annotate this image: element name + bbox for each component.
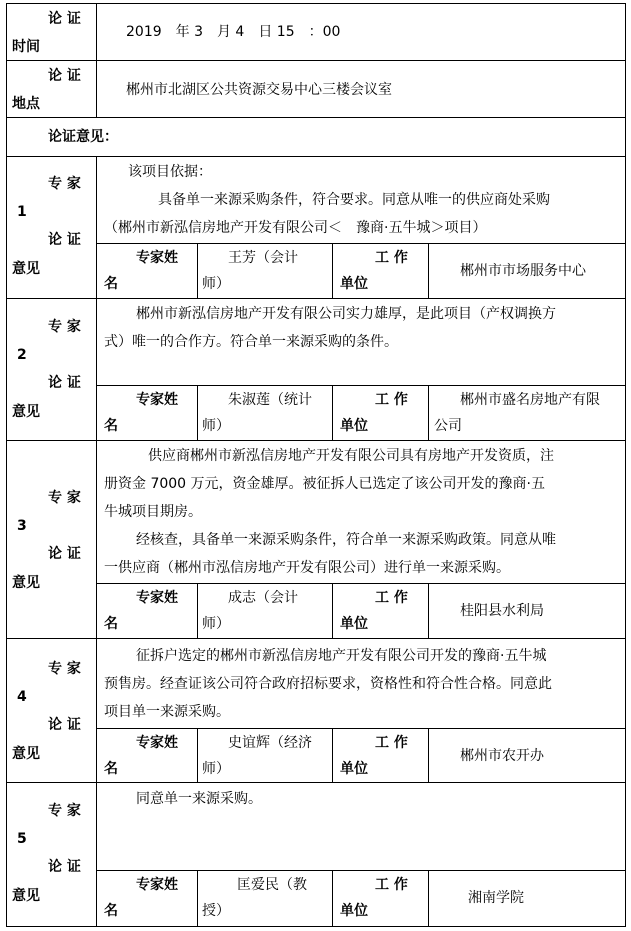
rule — [428, 243, 429, 299]
rule — [197, 583, 198, 639]
expert-4-num: 4 — [17, 689, 27, 705]
rule — [6, 638, 626, 639]
rule — [428, 728, 429, 783]
expert-3-num: 3 — [17, 518, 27, 534]
expert-1-label-line1: 专 家 — [48, 176, 81, 192]
expert-2-opinion-line1: 郴州市新泓信房地产开发有限公司实力雄厚，是此项目（产权调换方 — [136, 306, 556, 322]
expert-4-label-line3: 论 证 — [48, 717, 81, 733]
expert-1-label-line3: 论 证 — [48, 232, 81, 248]
place-value: 郴州市北湖区公共资源交易中心三楼会议室 — [126, 82, 392, 98]
expert-4-unit-label-line1: 工 作 — [375, 735, 408, 751]
expert-1-unit: 郴州市市场服务中心 — [460, 263, 586, 279]
expert-3-label-line4: 意见 — [12, 575, 40, 591]
expert-4-name-label-line2: 名 — [104, 761, 118, 777]
expert-1-unit-label-line1: 工 作 — [375, 250, 408, 266]
expert-1-name-line1: 王芳（会计 — [228, 250, 298, 266]
rule — [6, 117, 626, 118]
place-label-line2: 地点 — [12, 96, 40, 112]
rule — [428, 870, 429, 927]
expert-2-label-line1: 专 家 — [48, 319, 81, 335]
expert-4-opinion-line3: 项目单一来源采购。 — [104, 704, 230, 720]
rule — [6, 298, 626, 299]
expert-2-unit-line2: 公司 — [434, 418, 462, 434]
rule — [6, 926, 626, 927]
rule — [332, 870, 333, 927]
expert-2-num: 2 — [17, 347, 27, 363]
expert-3-label-line3: 论 证 — [48, 546, 81, 562]
expert-2-name-label-line1: 专家姓 — [136, 392, 178, 408]
expert-1-name-label-line1: 专家姓 — [136, 250, 178, 266]
expert-3-unit-label-line2: 单位 — [340, 616, 368, 632]
expert-5-name-line1: 匡爱民（教 — [237, 877, 307, 893]
time-value: 2019 年 3 月 4 日 15 ：00 — [126, 24, 341, 40]
expert-4-name-line2: 师） — [202, 761, 230, 777]
expert-2-unit-line1: 郴州市盛名房地产有限 — [460, 392, 600, 408]
expert-1-name-label-line2: 名 — [104, 276, 118, 292]
expert-4-opinion-line2: 预售房。经查证该公司符合政府招标要求，资格性和符合性合格。同意此 — [104, 676, 552, 692]
rule — [332, 583, 333, 639]
rule — [625, 3, 626, 927]
expert-4-label-line1: 专 家 — [48, 661, 81, 677]
rule — [197, 243, 198, 299]
expert-1-opinion-line3: （郴州市新泓信房地产开发有限公司＜ 豫商·五牛城＞项目） — [104, 220, 487, 236]
expert-4-unit: 郴州市农开办 — [460, 748, 544, 764]
expert-3-opinion-line2: 册资金 7000 万元，资金雄厚。被征拆人已选定了该公司开发的豫商·五 — [104, 476, 545, 492]
expert-2-unit-label-line1: 工 作 — [375, 392, 408, 408]
expert-3-name-label-line1: 专家姓 — [136, 590, 178, 606]
expert-3-opinion-line3: 牛城项目期房。 — [104, 504, 202, 520]
expert-3-unit-label-line1: 工 作 — [375, 590, 408, 606]
expert-5-num: 5 — [17, 831, 27, 847]
expert-5-opinion-line1: 同意单一来源采购。 — [136, 791, 262, 807]
place-label-line1: 论 证 — [48, 68, 81, 84]
expert-4-opinion-line1: 征拆户选定的郴州市新泓信房地产开发有限公司开发的豫商·五牛城 — [136, 648, 547, 664]
rule — [428, 583, 429, 639]
expert-5-unit: 湘南学院 — [468, 890, 524, 906]
expert-5-name-label-line2: 名 — [104, 903, 118, 919]
expert-4-name-label-line1: 专家姓 — [136, 735, 178, 751]
expert-1-name-line2: 师） — [202, 276, 230, 292]
rule — [6, 3, 7, 927]
expert-3-opinion-line4: 经核查，具备单一来源采购条件，符合单一来源采购政策。同意从唯 — [136, 532, 556, 548]
rule — [332, 385, 333, 441]
expert-5-label-line1: 专 家 — [48, 803, 81, 819]
time-label-line1: 论 证 — [48, 11, 81, 27]
rule — [197, 870, 198, 927]
expert-5-label-line3: 论 证 — [48, 859, 81, 875]
expert-1-label-line4: 意见 — [12, 261, 40, 277]
expert-4-name-line1: 史谊辉（经济 — [228, 735, 312, 751]
expert-3-opinion-line1: 供应商郴州市新泓信房地产开发有限公司具有房地产开发资质，注 — [148, 448, 554, 464]
expert-5-label-line4: 意见 — [12, 888, 40, 904]
expert-1-num: 1 — [17, 204, 27, 220]
expert-5-name-line2: 授） — [202, 903, 230, 919]
rule — [6, 156, 626, 157]
time-label-line2: 时间 — [12, 39, 40, 55]
expert-5-unit-label-line2: 单位 — [340, 903, 368, 919]
rule — [6, 782, 626, 783]
expert-5-name-label-line1: 专家姓 — [136, 877, 178, 893]
expert-5-unit-label-line1: 工 作 — [375, 877, 408, 893]
expert-2-name-line2: 师） — [202, 418, 230, 434]
expert-2-name-label-line2: 名 — [104, 418, 118, 434]
expert-1-opinion-line1: 该项目依据： — [128, 164, 212, 180]
expert-3-unit: 桂阳县水利局 — [460, 603, 544, 619]
rule — [6, 440, 626, 441]
expert-1-opinion-line2: 具备单一来源采购条件，符合要求。同意从唯一的供应商处采购 — [158, 192, 550, 208]
expert-2-label-line3: 论 证 — [48, 375, 81, 391]
rule — [197, 728, 198, 783]
expert-4-label-line4: 意见 — [12, 746, 40, 762]
rule — [197, 385, 198, 441]
rule — [96, 156, 97, 927]
rule — [332, 243, 333, 299]
expert-2-label-line4: 意见 — [12, 404, 40, 420]
expert-2-opinion-line2: 式）唯一的合作方。符合单一来源采购的条件。 — [104, 334, 398, 350]
expert-1-unit-label-line2: 单位 — [340, 276, 368, 292]
expert-3-name-line1: 成志（会计 — [228, 590, 298, 606]
expert-3-name-line2: 师） — [202, 616, 230, 632]
expert-2-name-line1: 朱淑莲（统计 — [228, 392, 312, 408]
rule — [6, 60, 626, 61]
expert-3-opinion-line5: 一供应商（郴州市泓信房地产开发有限公司）进行单一来源采购。 — [104, 560, 510, 576]
opinion-header: 论证意见： — [48, 129, 118, 145]
expert-4-unit-label-line2: 单位 — [340, 761, 368, 777]
expert-2-unit-label-line2: 单位 — [340, 418, 368, 434]
expert-3-label-line1: 专 家 — [48, 490, 81, 506]
rule — [428, 385, 429, 441]
rule — [6, 3, 626, 4]
expert-3-name-label-line2: 名 — [104, 616, 118, 632]
rule — [332, 728, 333, 783]
rule — [96, 3, 97, 118]
